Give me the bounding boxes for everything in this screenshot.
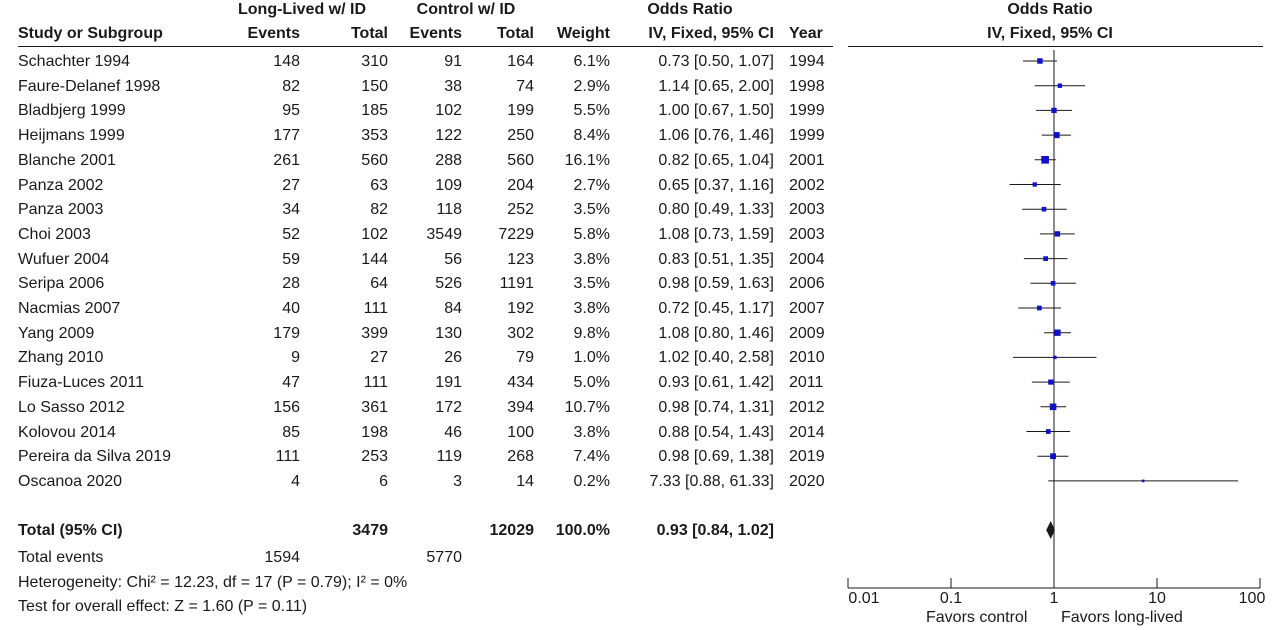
events2-cell: 91	[444, 53, 462, 70]
weight-cell: 0.2%	[573, 472, 610, 490]
total-t2: 12029	[489, 522, 534, 539]
events1-cell: 82	[282, 77, 300, 95]
events1-cell: 261	[273, 151, 300, 169]
weight-cell: 2.7%	[573, 176, 610, 194]
tick-label: 100	[1238, 590, 1266, 607]
study-name: Heijmans 1999	[18, 127, 125, 145]
year-cell: 1994	[789, 53, 825, 70]
effect-marker	[1037, 306, 1042, 311]
overall-effect-text: Test for overall effect: Z = 1.60 (P = 0.11)	[18, 598, 308, 615]
study-name: Oscanoa 2020	[18, 472, 123, 490]
year-cell: 1998	[789, 77, 825, 95]
ci-cell: 0.98 [0.74, 1.31]	[658, 398, 774, 416]
events1-cell: 40	[282, 300, 300, 317]
total1-cell: 111	[363, 300, 388, 317]
weight-cell: 3.8%	[573, 250, 610, 268]
effect-marker	[1055, 231, 1060, 236]
total1-cell: 399	[361, 324, 388, 342]
group-header-control: Control w/ ID	[416, 1, 516, 18]
total1-cell: 82	[370, 201, 388, 219]
events1-cell: 27	[282, 176, 300, 194]
events2-cell: 122	[435, 127, 462, 145]
or-group-header: Odds Ratio	[647, 1, 733, 18]
weight-cell: 8.4%	[573, 127, 610, 145]
year-cell: 1999	[789, 102, 825, 120]
total2-cell: 250	[507, 127, 534, 145]
total-events-label: Total events	[18, 549, 104, 566]
effect-marker	[1054, 330, 1060, 336]
ci-cell: 0.98 [0.69, 1.38]	[658, 448, 774, 466]
total-events-e1: 1594	[264, 549, 300, 566]
total2-cell: 268	[507, 448, 534, 466]
effect-marker	[1033, 182, 1037, 186]
ci-cell: 0.88 [0.54, 1.43]	[658, 423, 774, 441]
ci-cell: 0.73 [0.50, 1.07]	[658, 53, 774, 70]
year-cell: 2006	[789, 275, 825, 293]
total1-header: Total	[350, 25, 388, 42]
total1-cell: 560	[361, 151, 388, 169]
tick-label: 0.1	[939, 590, 963, 607]
total2-cell: 79	[516, 349, 534, 367]
year-cell: 2001	[789, 151, 825, 169]
weight-cell: 10.7%	[564, 398, 610, 416]
total1-cell: 310	[361, 53, 388, 70]
study-name: Wufuer 2004	[18, 250, 110, 268]
total1-cell: 63	[370, 176, 388, 194]
ci-cell: 0.83 [0.51, 1.35]	[658, 250, 774, 268]
ci-cell: 7.33 [0.88, 61.33]	[649, 472, 774, 490]
effect-marker	[1051, 108, 1056, 113]
tick-label: 0.01	[848, 590, 880, 607]
year-header: Year	[789, 25, 823, 42]
year-cell: 2009	[789, 324, 825, 342]
total1-cell: 185	[361, 102, 388, 120]
effect-marker	[1054, 132, 1060, 138]
total-label: Total (95% CI)	[18, 522, 123, 539]
events2-cell: 46	[444, 423, 462, 441]
ci-cell: 1.08 [0.80, 1.46]	[658, 324, 774, 342]
plot-title: Odds Ratio	[1007, 1, 1093, 18]
total1-cell: 102	[361, 225, 388, 243]
events2-cell: 130	[435, 324, 462, 342]
total2-cell: 14	[516, 472, 534, 490]
year-cell: 2002	[789, 176, 825, 194]
weight-cell: 2.9%	[573, 77, 610, 95]
total1-cell: 353	[361, 127, 388, 145]
total2-cell: 164	[507, 53, 534, 70]
effect-marker	[1050, 453, 1056, 459]
events1-cell: 59	[282, 250, 300, 268]
ci-cell: 0.98 [0.59, 1.63]	[658, 275, 774, 293]
events2-cell: 3	[453, 472, 462, 490]
total-t1: 3479	[352, 522, 388, 539]
events2-cell: 119	[436, 448, 462, 466]
events2-cell: 56	[444, 250, 462, 268]
events1-cell: 111	[275, 448, 300, 466]
events2-cell: 109	[435, 176, 462, 194]
year-cell: 2003	[789, 225, 825, 243]
events1-cell: 156	[273, 398, 300, 416]
ci-cell: 0.93 [0.61, 1.42]	[658, 374, 774, 392]
weight-cell: 3.8%	[573, 423, 610, 441]
total-ci: 0.93 [0.84, 1.02]	[656, 522, 774, 539]
total1-cell: 27	[370, 349, 388, 367]
events2-cell: 84	[444, 300, 462, 317]
events1-cell: 95	[282, 102, 300, 120]
year-cell: 2010	[789, 349, 825, 367]
total1-cell: 64	[370, 275, 388, 293]
weight-header: Weight	[556, 25, 610, 42]
total2-cell: 204	[507, 176, 534, 194]
study-name: Lo Sasso 2012	[18, 398, 125, 416]
events2-cell: 172	[435, 398, 462, 416]
study-name: Kolovou 2014	[18, 423, 116, 441]
effect-marker	[1042, 207, 1047, 212]
events2-cell: 26	[444, 349, 462, 367]
total-events-e2: 5770	[426, 549, 462, 566]
year-cell: 2014	[789, 423, 825, 441]
heterogeneity-text: Heterogeneity: Chi² = 12.23, df = 17 (P = 0.79); I² = 0%	[18, 574, 408, 591]
favors-long-lived-label: Favors long-lived	[1061, 609, 1183, 626]
weight-cell: 6.1%	[573, 53, 610, 70]
events2-cell: 191	[435, 374, 462, 392]
ci-cell: 0.80 [0.49, 1.33]	[658, 201, 774, 219]
effect-marker	[1041, 156, 1049, 164]
ci-cell: 1.02 [0.40, 2.58]	[658, 349, 774, 367]
effect-marker	[1037, 58, 1042, 63]
weight-cell: 3.8%	[573, 300, 610, 317]
events1-cell: 9	[291, 349, 300, 367]
ci-cell: 0.82 [0.65, 1.04]	[658, 151, 774, 169]
year-cell: 2012	[789, 398, 825, 416]
total2-cell: 199	[507, 102, 534, 120]
weight-cell: 5.5%	[573, 102, 610, 120]
ci-cell: 0.72 [0.45, 1.17]	[658, 300, 774, 317]
effect-marker	[1058, 84, 1062, 88]
study-name: Nacmias 2007	[18, 300, 121, 317]
study-name: Blanche 2001	[18, 151, 116, 169]
ci-cell: 0.65 [0.37, 1.16]	[658, 176, 774, 194]
total1-cell: 198	[361, 423, 388, 441]
effect-marker	[1053, 356, 1056, 359]
events2-header: Events	[409, 25, 462, 42]
total2-header: Total	[496, 25, 534, 42]
year-cell: 1999	[789, 127, 825, 145]
study-name: Zhang 2010	[18, 349, 104, 367]
events2-cell: 526	[435, 275, 462, 293]
events2-cell: 288	[435, 151, 462, 169]
effect-marker	[1043, 256, 1048, 261]
weight-cell: 5.8%	[573, 225, 610, 243]
events2-cell: 118	[436, 201, 462, 219]
total1-cell: 111	[363, 374, 388, 392]
study-name: Faure-Delanef 1998	[18, 77, 161, 95]
study-column-header: Study or Subgroup	[18, 25, 163, 42]
weight-cell: 7.4%	[573, 448, 610, 466]
events2-cell: 38	[444, 77, 462, 95]
ci-cell: 1.00 [0.67, 1.50]	[658, 102, 774, 120]
total1-cell: 253	[361, 448, 388, 466]
tick-label: 10	[1148, 590, 1166, 607]
total2-cell: 394	[507, 398, 534, 416]
total1-cell: 6	[379, 472, 388, 490]
weight-cell: 1.0%	[573, 349, 610, 367]
favors-control-label: Favors control	[926, 609, 1028, 626]
weight-cell: 16.1%	[564, 151, 610, 169]
total2-cell: 192	[507, 300, 534, 317]
effect-marker	[1050, 404, 1057, 411]
effect-marker	[1048, 380, 1053, 385]
study-name: Fiuza-Luces 2011	[18, 374, 144, 392]
plot-method-header: IV, Fixed, 95% CI	[987, 25, 1113, 42]
total2-cell: 302	[507, 324, 534, 342]
study-name: Schachter 1994	[18, 53, 131, 70]
effect-marker	[1046, 429, 1051, 434]
total2-cell: 74	[516, 77, 534, 95]
year-cell: 2019	[789, 448, 825, 466]
study-name: Seripa 2006	[18, 275, 105, 293]
total2-cell: 560	[507, 151, 534, 169]
events1-header: Events	[247, 25, 300, 42]
events1-cell: 85	[282, 423, 300, 441]
ci-cell: 1.14 [0.65, 2.00]	[658, 77, 774, 95]
study-name: Pereira da Silva 2019	[18, 448, 171, 466]
year-cell: 2007	[789, 300, 825, 317]
weight-cell: 3.5%	[573, 275, 610, 293]
events2-cell: 102	[435, 102, 462, 120]
weight-cell: 5.0%	[573, 374, 610, 392]
total2-cell: 7229	[498, 225, 534, 243]
weight-cell: 9.8%	[573, 324, 610, 342]
year-cell: 2004	[789, 250, 825, 268]
effect-marker	[1051, 281, 1056, 286]
year-cell: 2003	[789, 201, 825, 219]
total1-cell: 150	[361, 77, 388, 95]
tick-label: 1	[1049, 590, 1059, 607]
events1-cell: 47	[282, 374, 300, 392]
effect-marker	[1142, 480, 1145, 483]
total2-cell: 252	[507, 201, 534, 219]
total2-cell: 100	[507, 423, 534, 441]
total2-cell: 123	[507, 250, 534, 268]
group-header-long-lived: Long-Lived w/ ID	[238, 1, 366, 18]
ci-cell: 1.06 [0.76, 1.46]	[658, 127, 774, 145]
year-cell: 2011	[789, 374, 824, 392]
study-name: Choi 2003	[18, 225, 91, 243]
study-name: Panza 2003	[18, 201, 104, 219]
events1-cell: 179	[273, 324, 300, 342]
year-cell: 2020	[789, 472, 825, 490]
events1-cell: 52	[282, 225, 300, 243]
events1-cell: 177	[273, 127, 300, 145]
study-name: Panza 2002	[18, 176, 104, 194]
method-header: IV, Fixed, 95% CI	[648, 25, 774, 42]
total1-cell: 361	[361, 398, 388, 416]
total-weight: 100.0%	[555, 522, 610, 539]
total2-cell: 434	[507, 374, 534, 392]
events2-cell: 3549	[426, 225, 462, 243]
events1-cell: 34	[282, 201, 300, 219]
total2-cell: 1191	[499, 275, 534, 293]
total1-cell: 144	[361, 250, 388, 268]
weight-cell: 3.5%	[573, 201, 610, 219]
ci-cell: 1.08 [0.73, 1.59]	[658, 225, 774, 243]
events1-cell: 4	[291, 472, 300, 490]
study-name: Yang 2009	[18, 324, 95, 342]
events1-cell: 28	[282, 275, 300, 293]
events1-cell: 148	[273, 53, 300, 70]
study-name: Bladbjerg 1999	[18, 102, 126, 120]
